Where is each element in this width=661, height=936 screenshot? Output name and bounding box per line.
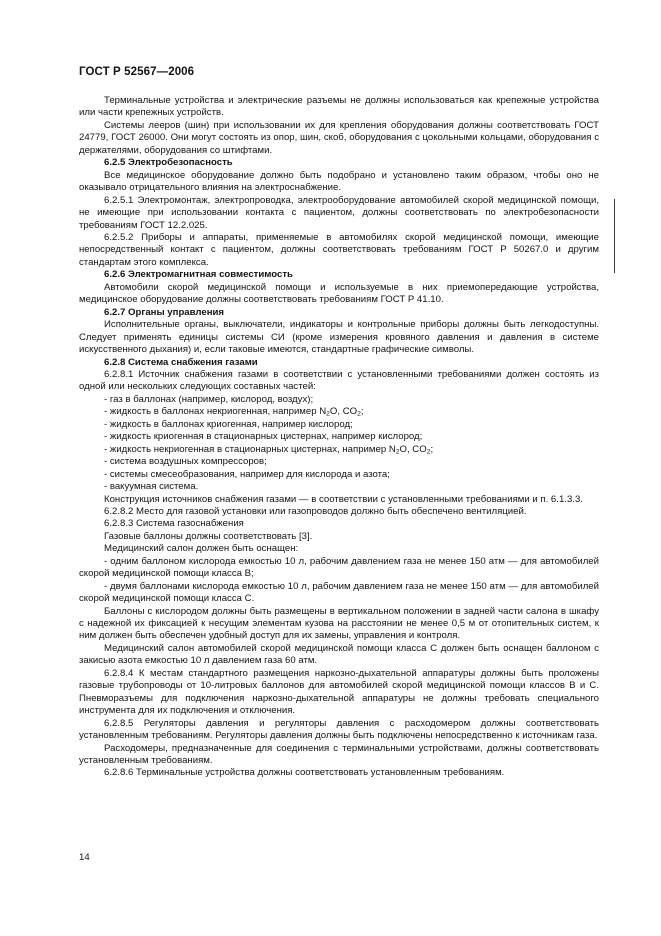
- list-item: - системы смесеобразования, например для кислорода и азота;: [104, 468, 390, 480]
- paragraph: 6.2.8.1 Источник снабжения газами в соответствии с установленными требованиями должен состоять из одной или нескольких следующих составных частей:: [79, 368, 599, 393]
- list-item: - жидкость в баллонах криогенная, например кислород;: [104, 418, 353, 430]
- paragraph: Все медицинское оборудование должно быть подобрано и установлено таким образом, чтобы оно не оказывало отрицательного влияния на электроснабжение.: [79, 169, 599, 194]
- paragraph: Конструкция источников снабжения газами — в соответствии с установленными требованиями и п. 6.1.3.3.: [104, 493, 583, 505]
- paragraph: 6.2.8.6 Терминальные устройства должны соответствовать установленным требованиям.: [104, 767, 505, 779]
- change-bar: [614, 199, 615, 273]
- page-number: 14: [79, 852, 90, 863]
- paragraph: 6.2.8.5 Регуляторы давления и регуляторы давления с расходомером должны соответствовать установленным требованиям. Регуляторы давления должны быть подключены непосредственно к источникам газа.: [79, 717, 599, 742]
- paragraph: - двумя баллонами кислорода емкостью 10 л, рабочим давлением газа не менее 150 атм — для автомобилей скорой медицинской помощи класса С.: [79, 580, 599, 605]
- paragraph: Баллоны с кислородом должны быть размещены в вертикальном положении в задней части салона в шкафу с надежной их фиксацией к несущим элементам кузова на расстоянии не менее 0,5 м от отопительных систем, к ним должен быть обеспечен удобный доступ для их замены, управления и контроля.: [79, 605, 599, 642]
- paragraph: Автомобили скорой медицинской помощи и используемые в них приемопередающие устройства, медицинское оборудование должны соответствовать требованиям ГОСТ Р 41.10.: [79, 281, 599, 306]
- list-item: - жидкость в баллонах некриогенная, например $N_2O$, $CO_2$;: [104, 406, 364, 418]
- list-item: - жидкость криогенная в стационарных цистернах, например кислород;: [104, 431, 423, 443]
- paragraph: Медицинский салон должен быть оснащен:: [104, 543, 299, 555]
- paragraph: 6.2.8.2 Место для газовой установки или газопроводов должно быть обеспечено вентиляцией.: [104, 505, 527, 517]
- paragraph: Исполнительные органы, выключатели, индикаторы и контрольные приборы должны быть легкодоступны. Следует применять единицы системы СИ (кроме измерения кровяного давления и давления в системе искусственного дыхания) и, если таковые имеются, стандартные графические символы.: [79, 319, 599, 356]
- paragraph: - одним баллоном кислорода емкостью 10 л, рабочим давлением газа не менее 150 атм — для автомобилей скорой медицинской помощи класса В;: [79, 555, 599, 580]
- document-body: [79, 95, 599, 780]
- list-item: - система воздушных компрессоров;: [104, 456, 267, 468]
- section-heading-6-2-5: 6.2.5 Электробезопасность: [104, 157, 233, 169]
- paragraph: 6.2.5.1 Электромонтаж, электропроводка, электрооборудование автомобилей скорой медицинской помощи, не имеющие при использовании контакта с пациентом, должны соответствовать по электробезопасности требованиям ГОСТ 12.2.025.: [79, 194, 599, 231]
- section-heading-6-2-8: 6.2.8 Система снабжения газами: [104, 356, 258, 368]
- paragraph: 6.2.8.3 Система газоснабжения: [104, 518, 244, 530]
- paragraph: 6.2.5.2 Приборы и аппараты, применяемые в автомобилях скорой медицинской помощи, имеющие непосредственный контакт с пациентом, должны соответствовать требованиям ГОСТ Р 50267.0 и другим стандартам этого комплекса.: [79, 231, 599, 268]
- paragraph: Медицинский салон автомобилей скорой медицинской помощи класса С должен быть оснащен баллоном с закисью азота емкостью 10 л давлением газа 60 атм.: [79, 642, 599, 667]
- paragraph: 6.2.8.4 К местам стандартного размещения наркозно-дыхательной аппаратуры должны быть проложены газовые трубопроводы от 10-литровых баллонов для автомобилей скорой медицинской помощи классов В и С. Пневморазъемы для подключения наркозно-дыхательной аппаратуры не должны требовать специального инструмента для их подключения и отключения.: [79, 667, 599, 717]
- paragraph: Терминальные устройства и электрические разъемы не должны использоваться как крепежные устройства или части крепежных устройств.: [79, 95, 599, 119]
- paragraph: Системы лееров (шин) при использовании их для крепления оборудования должны соответствовать ГОСТ 24779, ГОСТ 26000. Они могут состоять из опор, шин, скоб, оборудования с цокольными кольцами, оборудования с держателями, оборудования со штифтами.: [79, 119, 599, 156]
- list-item: - жидкость некриогенная в стационарных цистернах, например $N_2O$, $CO_2$;: [104, 443, 434, 456]
- paragraph: Расходомеры, предназначенные для соединения с терминальными устройствами, должны соответствовать установленным требованиям.: [79, 742, 599, 767]
- section-heading-6-2-7: 6.2.7 Органы управления: [104, 306, 225, 318]
- section-heading-6-2-6: 6.2.6 Электромагнитная совместимость: [104, 269, 293, 281]
- list-item: - вакуумная система.: [104, 481, 199, 493]
- paragraph: Газовые баллоны должны соответствовать [3].: [104, 530, 313, 542]
- list-item: - газ в баллонах (например, кислород, воздух);: [104, 393, 314, 405]
- document-header: ГОСТ Р 52567—2006: [79, 66, 195, 78]
